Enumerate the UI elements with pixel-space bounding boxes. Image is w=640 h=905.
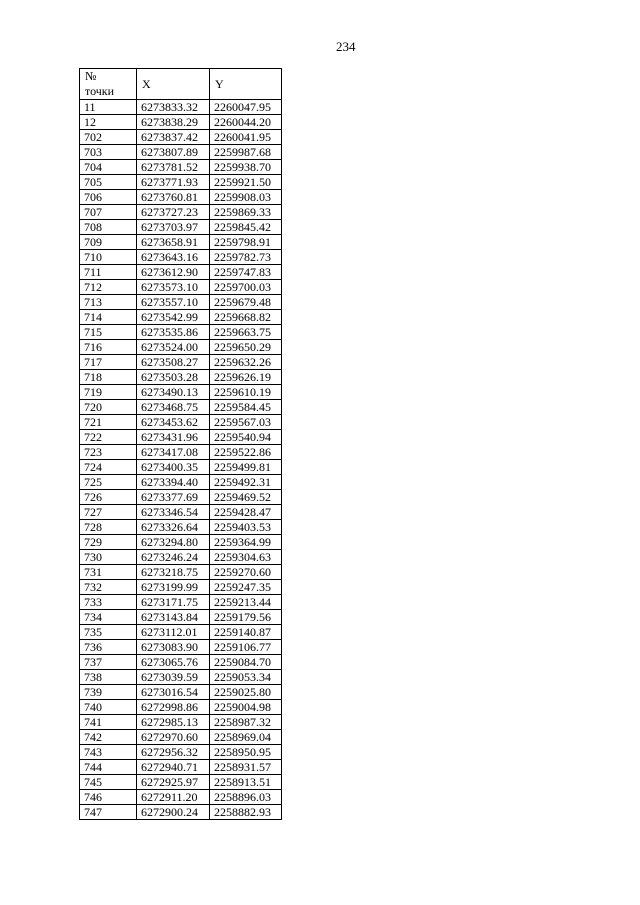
cell-y: 2258896.03 xyxy=(210,790,282,805)
cell-point-number: 716 xyxy=(80,340,137,355)
cell-x: 6273171.75 xyxy=(137,595,210,610)
cell-x: 6272925.97 xyxy=(137,775,210,790)
cell-y: 2259304.63 xyxy=(210,550,282,565)
header-point-number-symbol: № xyxy=(85,69,97,83)
cell-x: 6272911.20 xyxy=(137,790,210,805)
cell-point-number: 12 xyxy=(80,115,137,130)
table-row xyxy=(80,445,282,460)
cell-y: 2259004.98 xyxy=(210,700,282,715)
cell-point-number: 739 xyxy=(80,685,137,700)
cell-y: 2259025.80 xyxy=(210,685,282,700)
table-row xyxy=(80,625,282,640)
cell-point-number: 734 xyxy=(80,610,137,625)
table-row xyxy=(80,310,282,325)
table-row xyxy=(80,550,282,565)
cell-y: 2259782.73 xyxy=(210,250,282,265)
cell-y: 2259084.70 xyxy=(210,655,282,670)
cell-y: 2259522.86 xyxy=(210,445,282,460)
table-row xyxy=(80,760,282,775)
table-row xyxy=(80,715,282,730)
cell-x: 6273326.64 xyxy=(137,520,210,535)
cell-x: 6272985.13 xyxy=(137,715,210,730)
table-row xyxy=(80,295,282,310)
cell-x: 6273658.91 xyxy=(137,235,210,250)
cell-point-number: 735 xyxy=(80,625,137,640)
cell-x: 6273838.29 xyxy=(137,115,210,130)
table-row xyxy=(80,595,282,610)
cell-y: 2259987.68 xyxy=(210,145,282,160)
header-y: Y xyxy=(210,69,282,100)
cell-x: 6273833.32 xyxy=(137,100,210,115)
page-number: 234 xyxy=(336,39,356,54)
cell-point-number: 715 xyxy=(80,325,137,340)
cell-x: 6273218.75 xyxy=(137,565,210,580)
cell-point-number: 738 xyxy=(80,670,137,685)
cell-point-number: 11 xyxy=(80,100,137,115)
cell-x: 6273246.24 xyxy=(137,550,210,565)
header-point-number xyxy=(80,69,137,100)
cell-point-number: 704 xyxy=(80,160,137,175)
cell-y: 2259679.48 xyxy=(210,295,282,310)
table-row xyxy=(80,745,282,760)
table-header xyxy=(80,69,282,100)
cell-y: 2260047.95 xyxy=(210,100,282,115)
cell-x: 6273039.59 xyxy=(137,670,210,685)
table-row xyxy=(80,415,282,430)
cell-x: 6273400.35 xyxy=(137,460,210,475)
header-point-number-word: точки xyxy=(85,84,115,98)
cell-x: 6273468.75 xyxy=(137,400,210,415)
cell-y: 2259908.03 xyxy=(210,190,282,205)
table-row xyxy=(80,610,282,625)
cell-point-number: 740 xyxy=(80,700,137,715)
cell-x: 6273016.54 xyxy=(137,685,210,700)
cell-x: 6273065.76 xyxy=(137,655,210,670)
cell-point-number: 736 xyxy=(80,640,137,655)
table-row xyxy=(80,730,282,745)
cell-y: 2259540.94 xyxy=(210,430,282,445)
cell-y: 2259106.77 xyxy=(210,640,282,655)
cell-x: 6272970.60 xyxy=(137,730,210,745)
table-row xyxy=(80,670,282,685)
table-row xyxy=(80,130,282,145)
header-row xyxy=(80,69,282,100)
table-row xyxy=(80,475,282,490)
cell-point-number: 712 xyxy=(80,280,137,295)
cell-y: 2258969.04 xyxy=(210,730,282,745)
cell-y: 2259921.50 xyxy=(210,175,282,190)
cell-point-number: 706 xyxy=(80,190,137,205)
cell-y: 2259270.60 xyxy=(210,565,282,580)
cell-y: 2259747.83 xyxy=(210,265,282,280)
cell-x: 6273508.27 xyxy=(137,355,210,370)
cell-x: 6273112.01 xyxy=(137,625,210,640)
cell-x: 6273294.80 xyxy=(137,535,210,550)
cell-point-number: 722 xyxy=(80,430,137,445)
cell-x: 6273417.08 xyxy=(137,445,210,460)
cell-point-number: 729 xyxy=(80,535,137,550)
table-row xyxy=(80,250,282,265)
table-row xyxy=(80,565,282,580)
table-row xyxy=(80,385,282,400)
cell-point-number: 719 xyxy=(80,385,137,400)
cell-x: 6273771.93 xyxy=(137,175,210,190)
cell-x: 6273490.13 xyxy=(137,385,210,400)
cell-y: 2259364.99 xyxy=(210,535,282,550)
cell-point-number: 708 xyxy=(80,220,137,235)
cell-y: 2258882.93 xyxy=(210,805,282,820)
cell-point-number: 713 xyxy=(80,295,137,310)
cell-y: 2259213.44 xyxy=(210,595,282,610)
cell-point-number: 742 xyxy=(80,730,137,745)
cell-x: 6273503.28 xyxy=(137,370,210,385)
cell-y: 2259428.47 xyxy=(210,505,282,520)
cell-y: 2260041.95 xyxy=(210,130,282,145)
cell-point-number: 743 xyxy=(80,745,137,760)
cell-y: 2258913.51 xyxy=(210,775,282,790)
cell-x: 6272998.86 xyxy=(137,700,210,715)
table-row xyxy=(80,430,282,445)
table-row xyxy=(80,775,282,790)
cell-point-number: 718 xyxy=(80,370,137,385)
table-row xyxy=(80,655,282,670)
cell-y: 2259567.03 xyxy=(210,415,282,430)
cell-x: 6273557.10 xyxy=(137,295,210,310)
table-row xyxy=(80,235,282,250)
cell-point-number: 717 xyxy=(80,355,137,370)
cell-x: 6273837.42 xyxy=(137,130,210,145)
table-row xyxy=(80,160,282,175)
cell-x: 6273573.10 xyxy=(137,280,210,295)
cell-y: 2258987.32 xyxy=(210,715,282,730)
cell-y: 2259610.19 xyxy=(210,385,282,400)
header-x: X xyxy=(137,69,210,100)
table-row xyxy=(80,370,282,385)
cell-y: 2259632.26 xyxy=(210,355,282,370)
table-row xyxy=(80,535,282,550)
table-row xyxy=(80,520,282,535)
table-row xyxy=(80,580,282,595)
cell-point-number: 731 xyxy=(80,565,137,580)
coordinates-table xyxy=(79,68,282,820)
cell-point-number: 720 xyxy=(80,400,137,415)
cell-point-number: 723 xyxy=(80,445,137,460)
cell-x: 6273781.52 xyxy=(137,160,210,175)
cell-x: 6273143.84 xyxy=(137,610,210,625)
cell-point-number: 726 xyxy=(80,490,137,505)
table-row xyxy=(80,790,282,805)
table-row xyxy=(80,325,282,340)
cell-x: 6273612.90 xyxy=(137,265,210,280)
cell-x: 6273431.96 xyxy=(137,430,210,445)
cell-y: 2259798.91 xyxy=(210,235,282,250)
cell-y: 2260044.20 xyxy=(210,115,282,130)
table-body xyxy=(80,100,282,820)
cell-x: 6273346.54 xyxy=(137,505,210,520)
cell-point-number: 721 xyxy=(80,415,137,430)
table-row xyxy=(80,685,282,700)
cell-point-number: 730 xyxy=(80,550,137,565)
table-row xyxy=(80,700,282,715)
cell-x: 6273199.99 xyxy=(137,580,210,595)
cell-point-number: 710 xyxy=(80,250,137,265)
table-row xyxy=(80,640,282,655)
cell-point-number: 709 xyxy=(80,235,137,250)
cell-y: 2259469.52 xyxy=(210,490,282,505)
table-row xyxy=(80,460,282,475)
cell-point-number: 732 xyxy=(80,580,137,595)
cell-x: 6273394.40 xyxy=(137,475,210,490)
table-row xyxy=(80,400,282,415)
table-row xyxy=(80,190,282,205)
cell-y: 2258950.95 xyxy=(210,745,282,760)
cell-y: 2259668.82 xyxy=(210,310,282,325)
cell-y: 2258931.57 xyxy=(210,760,282,775)
cell-point-number: 703 xyxy=(80,145,137,160)
cell-point-number: 744 xyxy=(80,760,137,775)
cell-point-number: 733 xyxy=(80,595,137,610)
table-row xyxy=(80,805,282,820)
cell-y: 2259403.53 xyxy=(210,520,282,535)
cell-y: 2259700.03 xyxy=(210,280,282,295)
table-row xyxy=(80,355,282,370)
cell-y: 2259053.34 xyxy=(210,670,282,685)
cell-x: 6273542.99 xyxy=(137,310,210,325)
cell-x: 6272940.71 xyxy=(137,760,210,775)
table-row xyxy=(80,220,282,235)
cell-point-number: 737 xyxy=(80,655,137,670)
cell-y: 2259938.70 xyxy=(210,160,282,175)
cell-y: 2259499.81 xyxy=(210,460,282,475)
cell-y: 2259869.33 xyxy=(210,205,282,220)
cell-point-number: 705 xyxy=(80,175,137,190)
table-row xyxy=(80,115,282,130)
cell-x: 6273453.62 xyxy=(137,415,210,430)
cell-x: 6273643.16 xyxy=(137,250,210,265)
cell-y: 2259626.19 xyxy=(210,370,282,385)
cell-point-number: 728 xyxy=(80,520,137,535)
cell-x: 6273703.97 xyxy=(137,220,210,235)
cell-y: 2259663.75 xyxy=(210,325,282,340)
table-row xyxy=(80,145,282,160)
table-row xyxy=(80,280,282,295)
table-row xyxy=(80,175,282,190)
cell-point-number: 711 xyxy=(80,265,137,280)
table-row xyxy=(80,490,282,505)
cell-point-number: 724 xyxy=(80,460,137,475)
cell-y: 2259140.87 xyxy=(210,625,282,640)
cell-point-number: 747 xyxy=(80,805,137,820)
cell-point-number: 714 xyxy=(80,310,137,325)
cell-y: 2259845.42 xyxy=(210,220,282,235)
cell-point-number: 725 xyxy=(80,475,137,490)
cell-point-number: 707 xyxy=(80,205,137,220)
cell-x: 6272956.32 xyxy=(137,745,210,760)
cell-x: 6273807.89 xyxy=(137,145,210,160)
cell-x: 6273535.86 xyxy=(137,325,210,340)
cell-y: 2259179.56 xyxy=(210,610,282,625)
table-row xyxy=(80,340,282,355)
cell-point-number: 727 xyxy=(80,505,137,520)
table-row xyxy=(80,205,282,220)
cell-x: 6273760.81 xyxy=(137,190,210,205)
cell-point-number: 702 xyxy=(80,130,137,145)
cell-y: 2259650.29 xyxy=(210,340,282,355)
table-row xyxy=(80,505,282,520)
cell-x: 6273083.90 xyxy=(137,640,210,655)
cell-x: 6273727.23 xyxy=(137,205,210,220)
cell-x: 6273377.69 xyxy=(137,490,210,505)
cell-x: 6272900.24 xyxy=(137,805,210,820)
cell-point-number: 746 xyxy=(80,790,137,805)
cell-y: 2259584.45 xyxy=(210,400,282,415)
cell-y: 2259247.35 xyxy=(210,580,282,595)
cell-x: 6273524.00 xyxy=(137,340,210,355)
cell-point-number: 741 xyxy=(80,715,137,730)
table-row xyxy=(80,100,282,115)
cell-point-number: 745 xyxy=(80,775,137,790)
table-row xyxy=(80,265,282,280)
cell-y: 2259492.31 xyxy=(210,475,282,490)
